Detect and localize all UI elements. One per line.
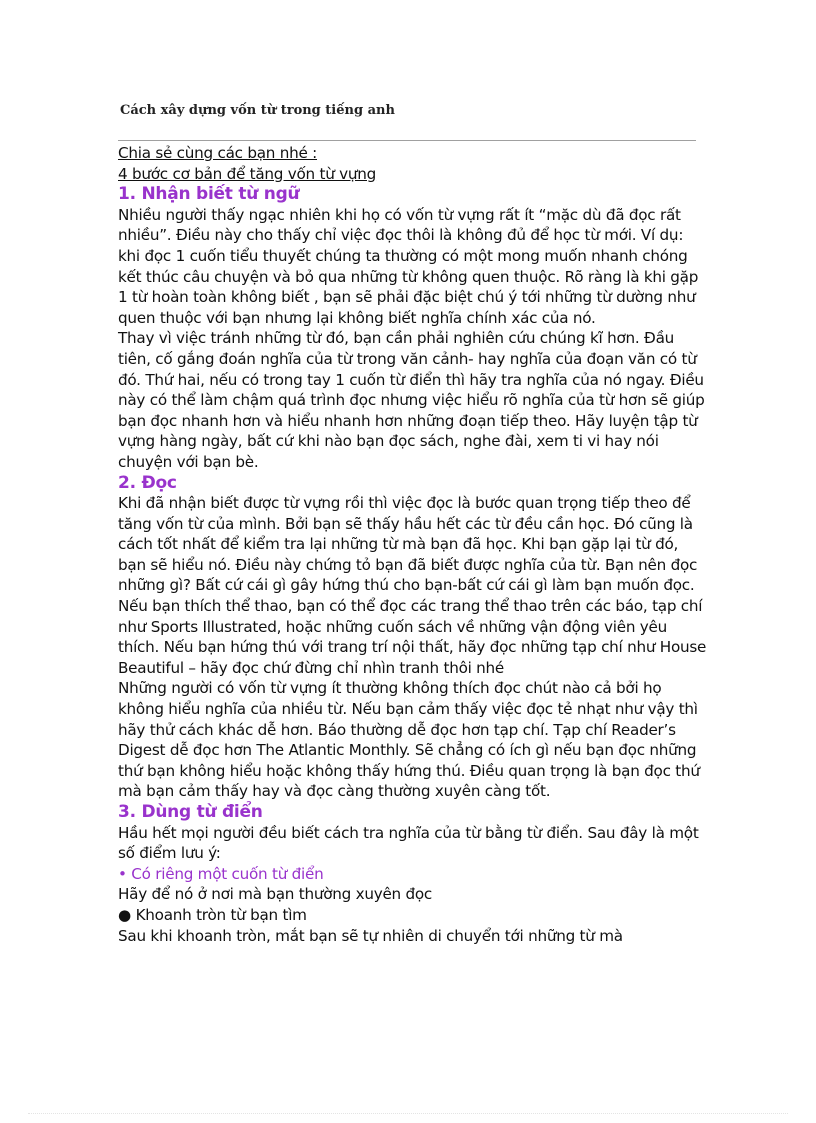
section-2-paragraph-1: Khi đã nhận biết được từ vựng rồi thì việc đọc là bước quan trọng tiếp theo để tăng vốn từ của mình. Bởi bạn sẽ thấy hầu hết các từ đều cần học. Đó cũng là cách tốt nhất để kiểm tra lại những từ mà bạn đã học. Khi bạn gặp lại từ đó, bạn sẽ hiểu nó. Điều này chứng tỏ bạn đã biết được nghĩa của từ. Bạn nên đọc những gì? Bất cứ cái gì gây hứng thú cho bạn-bất cứ cái gì làm bạn muốn đọc. Nếu bạn thích thể thao, bạn có thể đọc các trang thể thao trên các báo, tạp chí như Sports Illustrated, hoặc những cuốn sách về những vận động viên yêu thích. Nếu bạn hứng thú với trang trí nội thất, hãy đọc những tạp chí như House Beautiful – hãy đọc chứ đừng chỉ nhìn tranh thôi nhé [118,494,707,677]
section-heading-2: 2. Đọc [118,472,177,493]
title-divider [118,140,696,141]
section-2-paragraph-2: Những người có vốn từ vựng ít thường không thích đọc chút nào cả bởi họ không hiểu nghĩa của nhiều từ. Nếu bạn cảm thấy việc đọc tẻ nhạt như vậy thì hãy thử cách khác dễ hơn. Báo thường dễ đọc hơn tạp chí. Tạp chí Reader’s Digest dễ đọc hơn The Atlantic Monthly. Sẽ chẳng có ích gì nếu bạn đọc những thứ bạn không hiểu hoặc không thấy hứng thú. Điều quan trọng là bạn đọc thứ mà bạn cảm thấy hay và đọc càng thường xuyên càng tốt. [118,679,700,801]
bullet-own-dictionary: • Có riêng một cuốn từ điển [118,864,324,883]
bullet-own-dictionary-text: Hãy để nó ở nơi mà bạn thường xuyên đọc [118,885,433,904]
bullet-circle-word-text: Sau khi khoanh tròn, mắt bạn sẽ tự nhiên di chuyển tới những từ mà [118,926,623,945]
section-heading-3: 3. Dùng từ điển [118,802,263,822]
page-title: Cách xây dựng vốn từ trong tiếng anh [120,103,395,118]
section-heading-1: 1. Nhận biết từ ngữ [118,184,300,205]
subtitle: 4 bước cơ bản để tăng vốn từ vựng [118,164,377,183]
section-1-paragraph-1: Nhiều người thấy ngạc nhiên khi họ có vốn từ vựng rất ít “mặc dù đã đọc rất nhiều”. Điều này cho thấy chỉ việc đọc thôi là không đủ để học từ mới. Ví dụ: khi đọc 1 cuốn tiểu thuyết chúng ta thường có một mong muốn nhanh chóng kết thúc câu chuyện và bỏ qua những từ không quen thuộc. Rõ ràng là khi gặp 1 từ hoàn toàn không biết , bạn sẽ phải đặc biệt chú ý tới những từ dường như quen thuộc với bạn nhưng lại không biết nghĩa chính xác của nó. [118,205,699,327]
page-bottom-border [28,1113,788,1114]
section-3-paragraph-1: Hầu hết mọi người đều biết cách tra nghĩa của từ bằng từ điển. Sau đây là một số điểm lưu ý: [118,823,699,863]
document-body [118,143,708,946]
share-line: Chia sẻ cùng các bạn nhé : [118,144,318,162]
section-1-paragraph-2: Thay vì việc tránh những từ đó, bạn cần phải nghiên cứu chúng kĩ hơn. Đầu tiên, cố gắng đoán nghĩa của từ trong văn cảnh- hay nghĩa của đoạn văn có từ đó. Thứ hai, nếu có trong tay 1 cuốn từ điển thì hãy tra nghĩa của nó ngay. Điều này có thể làm chậm quá trình đọc nhưng việc hiểu rõ nghĩa của từ hơn sẽ giúp bạn đọc nhanh hơn và hiểu nhanh hơn những đoạn tiếp theo. Hãy luyện tập từ vựng hàng ngày, bất cứ khi nào bạn đọc sách, nghe đài, xem ti vi hay nói chuyện với bạn bè. [118,329,705,471]
bullet-circle-word: ● Khoanh tròn từ bạn tìm [118,905,307,924]
